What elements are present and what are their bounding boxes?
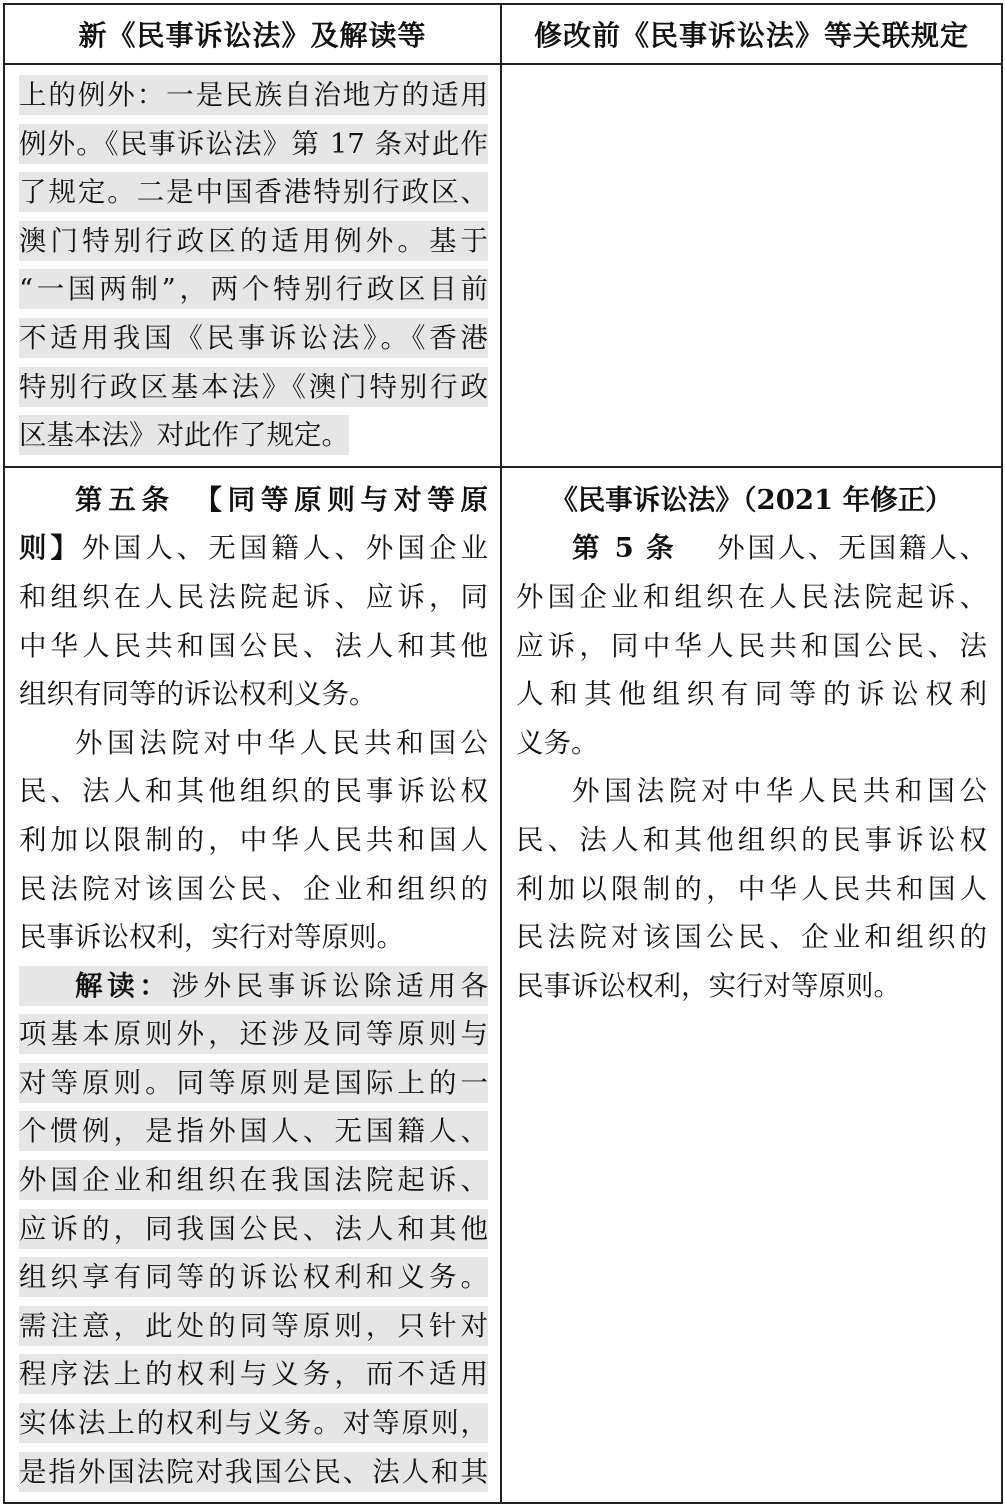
text-line: “一国两制”，两个特别行政区目前 <box>19 265 488 314</box>
text-line: 利加以限制的，中华人民共和国人 <box>19 823 488 856</box>
jiedu-line: 解读：涉外民事诉讼除适用各 <box>19 962 488 1011</box>
text-line: 义务。 <box>516 726 599 759</box>
text-line: 外国法院对中华人民共和国公 <box>75 726 488 759</box>
text-line: 需注意，此处的同等原则，只针对 <box>19 1302 488 1351</box>
row2-left-cell <box>4 467 501 1503</box>
header-left: 新《民事诉讼法》及解读等 <box>4 4 501 64</box>
text-line: 和组织在人民法院起诉、应诉，同 <box>19 580 488 613</box>
header-row <box>4 4 1002 64</box>
text-line: 组织享有同等的诉讼权利和义务。 <box>19 1253 488 1302</box>
text-line: 中华人民共和国公民、法人和其他 <box>19 629 488 662</box>
article-title: 第五条 【同等原则与对等原 <box>75 483 488 516</box>
row1-left-cell <box>4 64 501 467</box>
text-line: 上的例外：一是民族自治地方的适用 <box>19 71 488 120</box>
text-line: 应诉，同中华人民共和国公民、法 <box>516 629 987 662</box>
text-line: 是指外国法院对我国公民、法人和其 <box>19 1448 488 1497</box>
text-line: 应诉的，同我国公民、法人和其他 <box>19 1205 488 1254</box>
text-line: 民、法人和其他组织的民事诉讼权 <box>516 823 987 856</box>
row1-right-cell <box>501 64 1002 467</box>
text-line: 组织有同等的诉讼权利义务。 <box>19 678 377 711</box>
row-1 <box>4 64 1002 467</box>
header-right: 修改前《民事诉讼法》等关联规定 <box>501 4 1002 64</box>
text-line: 民事诉讼权利，实行对等原则。 <box>19 921 404 954</box>
text-line: 民事诉讼权利，实行对等原则。 <box>516 969 901 1002</box>
text-line: 对等原则。同等原则是国际上的一 <box>19 1059 488 1108</box>
text-line: 区基本法》对此作了规定。 <box>19 411 488 460</box>
jiedu-label: 解读： <box>75 969 172 1002</box>
text-line: 人和其他组织有同等的诉讼权利 <box>516 678 987 711</box>
text-line: 外国企业和组织在我国法院起诉、 <box>19 1156 488 1205</box>
source-title: 《民事诉讼法》（2021 年修正） <box>550 483 953 516</box>
text-line: 外国企业和组织在人民法院起诉、 <box>516 580 987 613</box>
comparison-table <box>3 3 1003 1504</box>
text-line: 例外。《民事诉讼法》第 17 条对此作 <box>19 120 488 169</box>
text-line: 不适用我国《民事诉讼法》。《香港 <box>19 314 488 363</box>
text-line: 则】外国人、无国籍人、外国企业 <box>19 532 488 565</box>
text-line: 澳门特别行政区的适用例外。基于 <box>19 217 488 266</box>
row-2 <box>4 467 1002 1503</box>
row2-right-cell <box>501 467 1002 1503</box>
text-line: 民、法人和其他组织的民事诉讼权 <box>19 775 488 808</box>
text-line: 项基本原则外，还涉及同等原则与 <box>19 1010 488 1059</box>
text-line: 民法院对该国公民、企业和组织的 <box>516 921 987 954</box>
text-line: 特别行政区基本法》《澳门特别行政 <box>19 363 488 412</box>
text-line: 实体法上的权利与义务。对等原则， <box>19 1399 488 1448</box>
text-line: 外国法院对中华人民共和国公 <box>572 775 987 808</box>
text-line: 个惯例，是指外国人、无国籍人、 <box>19 1107 488 1156</box>
text-line: 了规定。二是中国香港特别行政区、 <box>19 168 488 217</box>
article-label: 第 5 条 <box>572 532 677 565</box>
text-line: 程序法上的权利与义务，而不适用 <box>19 1350 488 1399</box>
text-line: 利加以限制的，中华人民共和国人 <box>516 872 987 905</box>
text-line: 第 5 条 外国人、无国籍人、 <box>572 532 987 565</box>
text-line: 民法院对该国公民、企业和组织的 <box>19 872 488 905</box>
